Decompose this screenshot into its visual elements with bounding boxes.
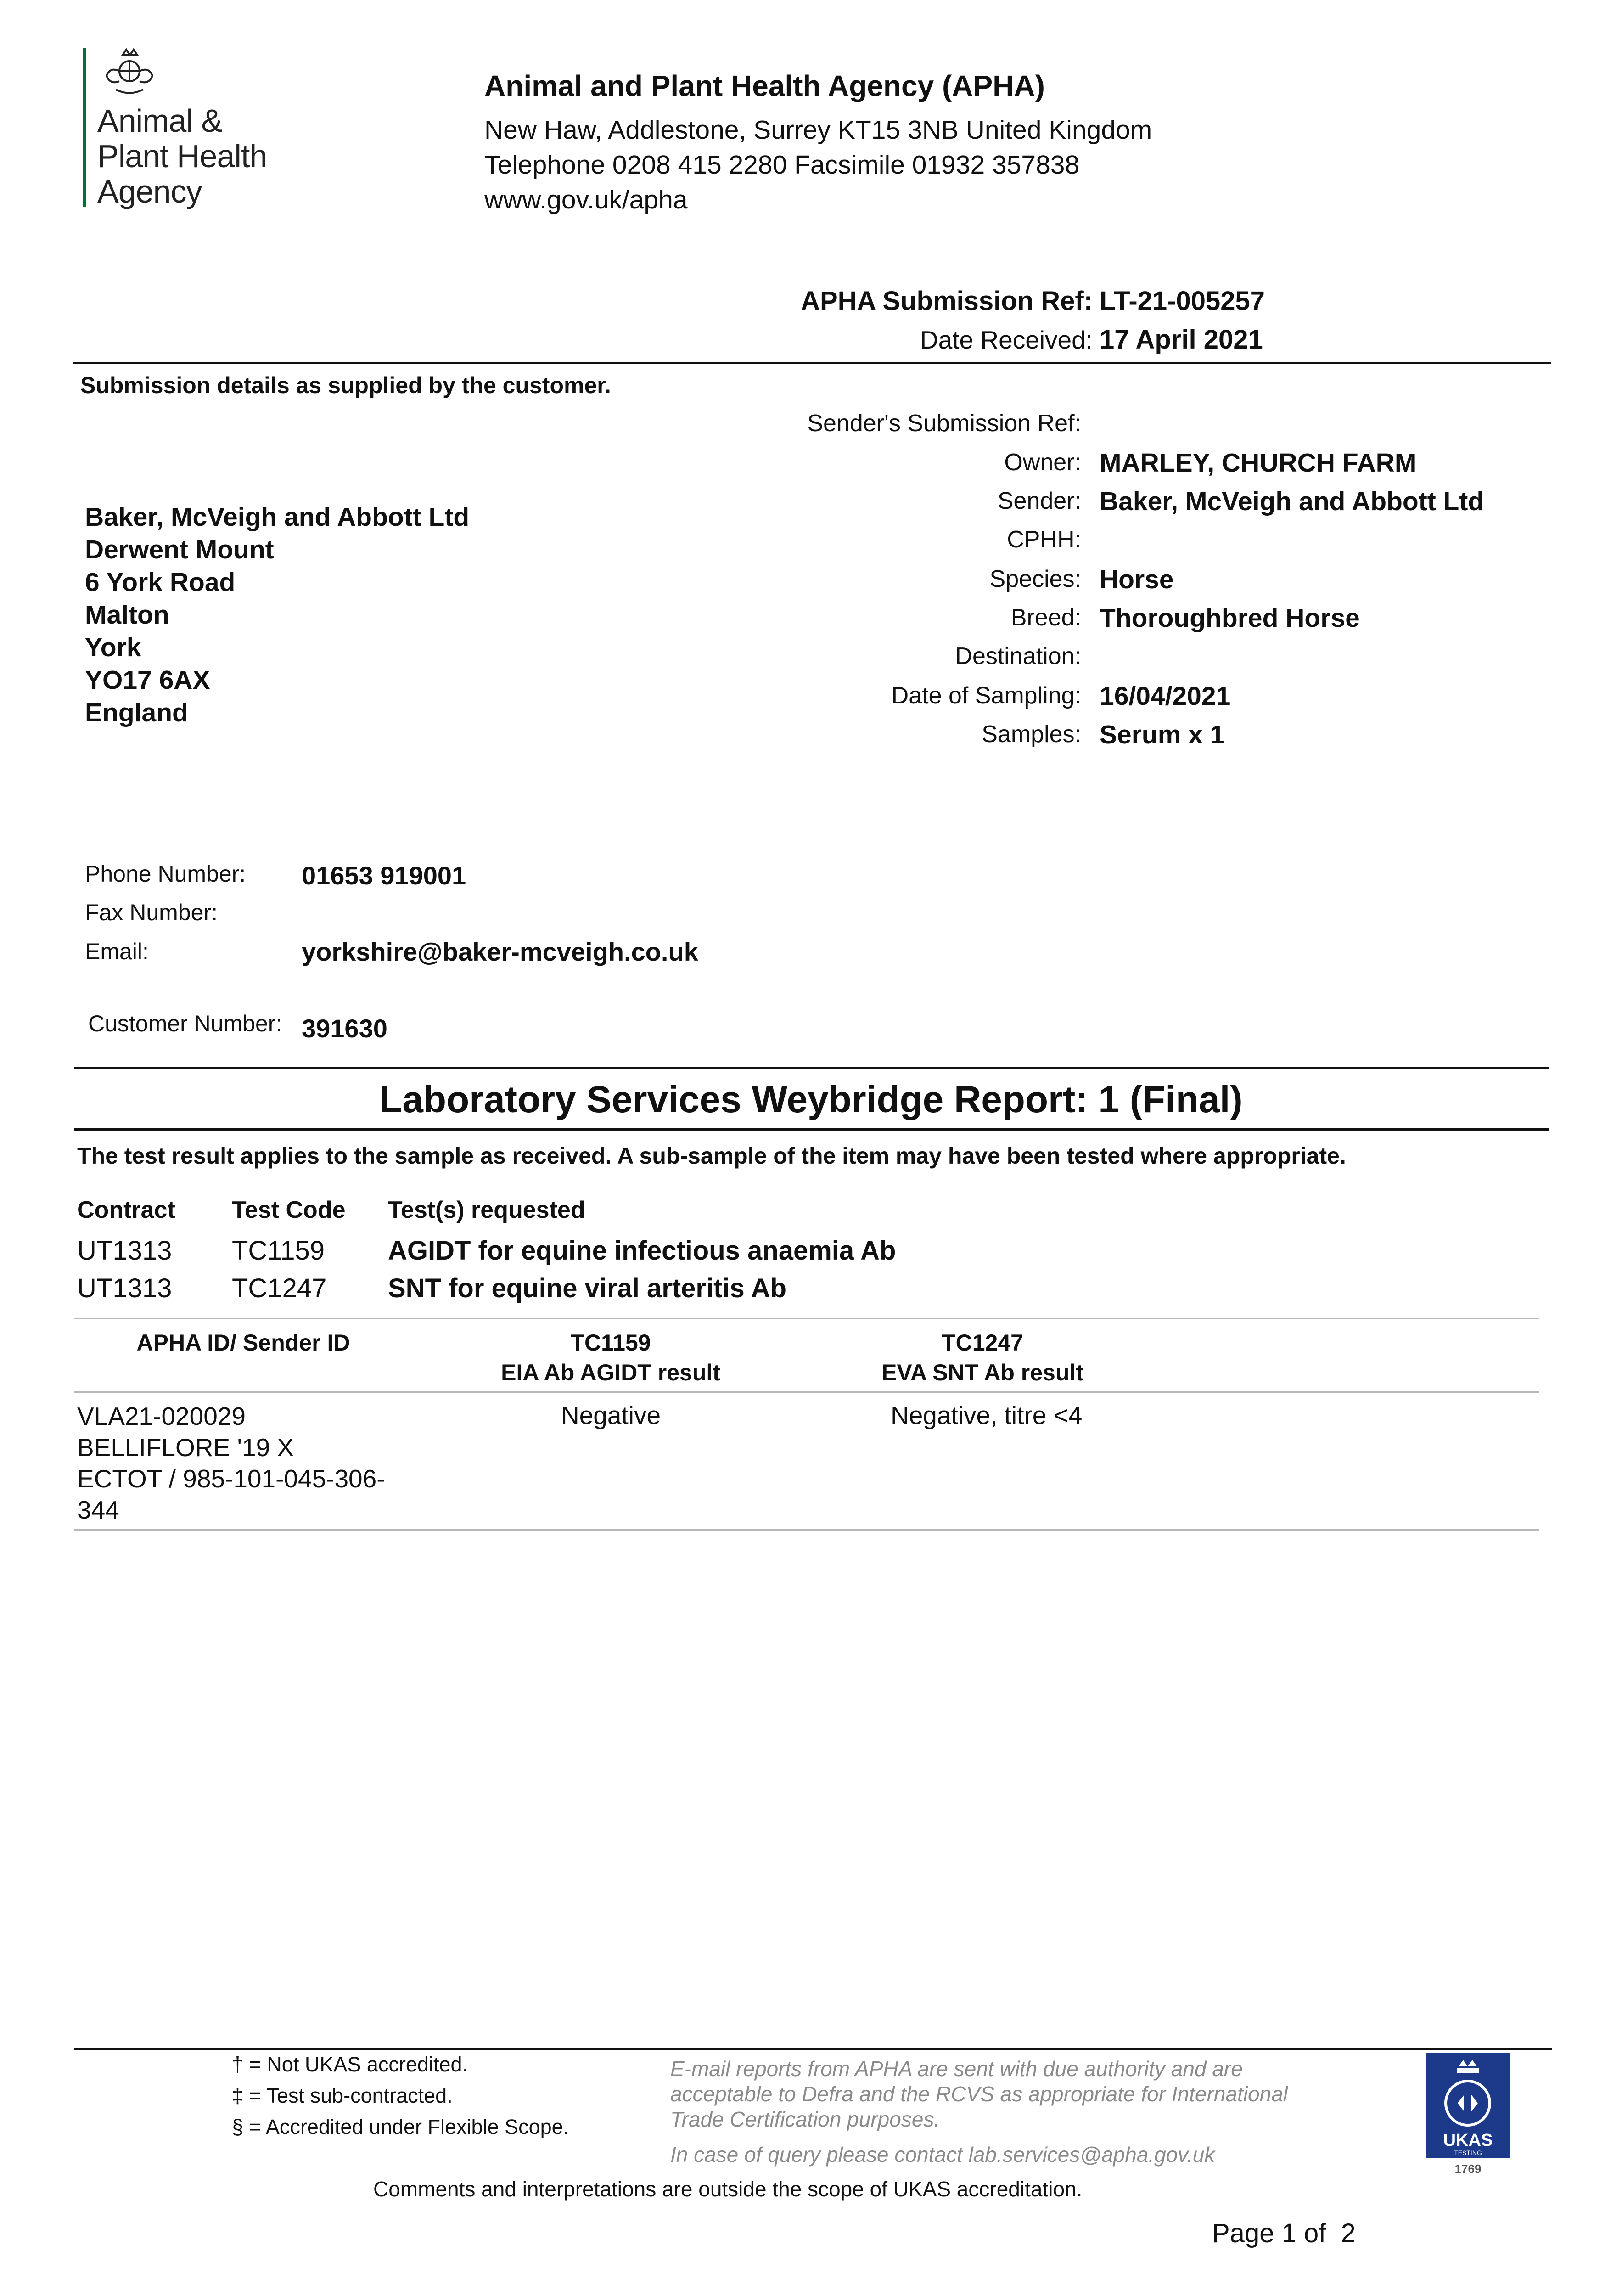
email-notice-line-1: E-mail reports from APHA are sent with due authority and are xyxy=(670,2057,1243,2081)
address-line-5: York xyxy=(85,633,141,662)
test-row-1-name: AGIDT for equine infectious anaemia Ab xyxy=(388,1236,896,1266)
sample-id-line-3: ECTOT / 985-101-045-306- xyxy=(77,1464,385,1493)
submission-ref-label: APHA Submission Ref: xyxy=(801,286,1093,316)
agency-name: Animal and Plant Health Agency (APHA) xyxy=(484,69,1045,102)
phone-label: Phone Number: xyxy=(85,861,246,887)
submission-ref-value: LT-21-005257 xyxy=(1100,286,1265,316)
email-label: Email: xyxy=(85,939,149,964)
sample-id-line-4: 344 xyxy=(77,1496,119,1524)
test-row-1-contract: UT1313 xyxy=(77,1236,172,1266)
destination-label: Destination: xyxy=(955,643,1081,670)
results-header-rule xyxy=(74,1391,1539,1393)
email-value[interactable]: yorkshire@baker-mcveigh.co.uk xyxy=(302,937,698,966)
query-contact: In case of query please contact lab.services@apha.gov.uk xyxy=(670,2143,1215,2167)
sampling-date-label: Date of Sampling: xyxy=(891,682,1081,709)
samples-value: Serum x 1 xyxy=(1100,720,1225,749)
sample-id-line-2: BELLIFLORE '19 X xyxy=(77,1433,294,1462)
customer-number-value: 391630 xyxy=(302,1014,387,1043)
logo-text-line-3: Agency xyxy=(97,174,202,209)
logo-text-line-1: Animal & xyxy=(97,103,223,139)
species-value: Horse xyxy=(1100,565,1174,594)
ukas-sub: TESTING xyxy=(1454,2149,1482,2156)
sender-value: Baker, McVeigh and Abbott Ltd xyxy=(1100,487,1484,516)
address-line-1: Baker, McVeigh and Abbott Ltd xyxy=(85,502,470,532)
agency-website[interactable]: www.gov.uk/apha xyxy=(484,185,688,214)
owner-value: MARLEY, CHURCH FARM xyxy=(1100,448,1417,478)
results-header-col1-code: TC1159 xyxy=(570,1330,651,1356)
report-title-bottom-rule xyxy=(74,1128,1549,1131)
test-row-2-name: SNT for equine viral arteritis Ab xyxy=(388,1273,787,1303)
royal-crest-icon xyxy=(97,46,162,101)
report-title: Laboratory Services Weybridge Report: 1 (Final) xyxy=(379,1079,1243,1120)
results-header-col1-name: EIA Ab AGIDT result xyxy=(501,1360,720,1385)
address-line-2: Derwent Mount xyxy=(85,535,274,564)
breed-value: Thoroughbred Horse xyxy=(1100,603,1360,633)
fax-label: Fax Number: xyxy=(85,900,218,925)
report-title-top-rule xyxy=(74,1067,1549,1069)
sampling-date-value: 16/04/2021 xyxy=(1100,681,1231,711)
ukas-text: UKAS xyxy=(1443,2131,1493,2150)
legend-subcontracted: ‡ = Test sub-contracted. xyxy=(232,2084,453,2107)
legend-flexible-scope: § = Accredited under Flexible Scope. xyxy=(232,2115,569,2138)
results-header-id: APHA ID/ Sender ID xyxy=(136,1330,350,1356)
sample-id-line-1: VLA21-020029 xyxy=(77,1402,246,1430)
results-header-col2-code: TC1247 xyxy=(942,1330,1023,1356)
date-received-value: 17 April 2021 xyxy=(1100,325,1263,355)
result-eva-value: Negative, titre <4 xyxy=(891,1401,1083,1429)
tests-header-contract: Contract xyxy=(77,1197,175,1223)
address-line-6: YO17 6AX xyxy=(85,665,210,695)
address-line-3: 6 York Road xyxy=(85,568,236,597)
tests-header-code: Test Code xyxy=(232,1197,346,1223)
results-top-rule xyxy=(74,1318,1539,1319)
page-number: Page 1 of 2 xyxy=(1212,2218,1356,2248)
result-eia-value: Negative xyxy=(561,1401,661,1429)
footer-rule xyxy=(74,2048,1552,2050)
customer-note: Submission details as supplied by the customer. xyxy=(80,372,611,398)
date-received-label: Date Received: xyxy=(920,326,1093,354)
email-notice-line-2: acceptable to Defra and the RCVS as appropriate for International xyxy=(670,2082,1288,2106)
header-divider xyxy=(73,362,1551,364)
ukas-number: 1769 xyxy=(1454,2162,1482,2176)
species-label: Species: xyxy=(989,566,1081,592)
phone-value: 01653 919001 xyxy=(302,861,466,890)
results-header-col2-name: EVA SNT Ab result xyxy=(881,1360,1083,1385)
test-row-2-code: TC1247 xyxy=(232,1273,327,1303)
legend-not-accredited: † = Not UKAS accredited. xyxy=(232,2053,468,2076)
agency-address: New Haw, Addlestone, Surrey KT15 3NB United Kingdom xyxy=(484,115,1152,145)
logo-text-line-2: Plant Health xyxy=(97,138,267,174)
senders-ref-label: Sender's Submission Ref: xyxy=(807,410,1081,437)
customer-number-label: Customer Number: xyxy=(88,1011,282,1036)
address-line-7: England xyxy=(85,698,188,727)
ukas-badge xyxy=(1426,2053,1510,2181)
address-line-4: Malton xyxy=(85,600,169,630)
report-disclaimer: The test result applies to the sample as received. A sub-sample of the item may have been tested where appropriate. xyxy=(77,1143,1346,1169)
sender-label: Sender: xyxy=(997,488,1081,514)
owner-label: Owner: xyxy=(1004,449,1081,476)
email-notice-line-3: Trade Certification purposes. xyxy=(670,2107,940,2131)
cphh-label: CPHH: xyxy=(1007,526,1081,553)
logo-green-bar xyxy=(83,48,86,207)
tests-header-requested: Test(s) requested xyxy=(388,1197,585,1223)
test-row-1-code: TC1159 xyxy=(232,1236,325,1266)
test-row-2-contract: UT1313 xyxy=(77,1273,172,1303)
ukas-comments-note: Comments and interpretations are outside the scope of UKAS accreditation. xyxy=(373,2177,1083,2201)
breed-label: Breed: xyxy=(1010,604,1081,631)
samples-label: Samples: xyxy=(982,721,1081,748)
results-bottom-rule xyxy=(74,1529,1539,1531)
agency-phone-fax: Telephone 0208 415 2280 Facsimile 01932 357838 xyxy=(484,150,1080,180)
